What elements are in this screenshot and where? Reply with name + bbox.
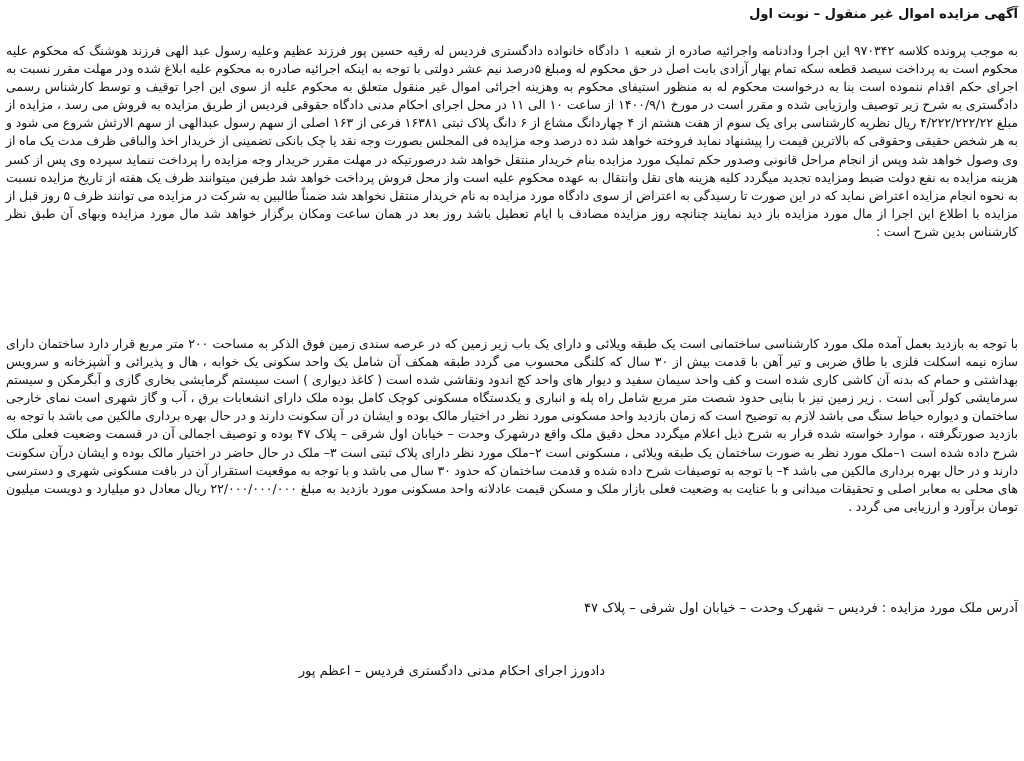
property-address: آدرس ملک مورد مزایده : فردیس – شهرک وحدت – خیابان اول شرقی – پلاک ۴۷ (584, 601, 1018, 616)
notice-title: آگهی مزایده اموال غیر منقول – نوبت اول (749, 7, 1018, 22)
signature-line: دادورز اجرای احکام مدنی دادگستری فردیس – اعظم پور (298, 664, 606, 679)
notice-paragraph-terms: به موجب پرونده کلاسه ۹۷۰۳۴۲ این اجرا ودادنامه واجرائیه صادره از شعبه ۱ دادگاه خانواده دادگستری فردیس له رقیه حسین پور فرزند عظیم وعلیه رسول عبد الهی فرزند هوشنگ که محکوم علیه محکوم است به پرداخت سیصد قطعه سکه تمام بهار آزادی بابت اصل در حق محکوم له ومبلغ ۵درصد نیم عشر دولتی با توجه به اینکه اجرائیه صادره به محکوم علیه ابلاغ شده ودر مهلت مقرر نسبت به اجرای حکم اقدام ننموده است بنا به درخواست محکوم له به منظور استیفای محکوم به وهزینه اجرائی اموال غیر منقول متعلق به محکوم علیه از سوی این اجرا توقیف و توسط کارشناس رسمی دادگستری به شرح زیر توصیف وارزیابی شده و مقرر است در مورخ ۱۴۰۰/۹/۱ از ساعت ۱۰ الی ۱۱ در محل اجرای احکام مدنی دادگاه حقوقی فردیس از طریق مزایده به فروش می رسد ، مزایده از مبلغ ۴/۲۲۲/۲۲۲/۲۲ ریال نظریه کارشناسی برای یک سوم از هفت هشتم از ۴ چهاردانگ مشاع از ۶ دانگ پلاک ثبتی ۱۶۳۸۱ فرعی از ۱۶۳ اصلی از سهم رسول عبدالهی از سهم الارثش شروع می شود و به هر شخص حقیقی وحقوقی که بالاترین قیمت را پیشنهاد نماید فروخته خواهد شد ده درصد وجه مزایده فی المجلس بصورت وجه نقد یا چک بانکی تضمینی از خریدار اخذ والباقی ظرف مدت یک ماه از وی وصول خواهد شد وپس از انجام مراحل قانونی وصدور حکم تملیک مورد مزایده بنام خریدار منتقل خواهد شد درصورتیکه در مهلت مقرر خریدار وجه مزایده را پرداخت ننماید سپرده وی پس از کسر هزینه مزایده به نفع دولت ضبط ومزایده تجدید میگردد کلیه هزینه های نقل وانتقال به عهده محکوم علیه است واز محل فروش پرداخت خواهد شد طرفین میتوانند ظرف یک هفته از تاریخ مزایده نسبت به نحوه انجام مزایده اعتراض نماید که در این صورت تا رسیدگی به اعتراض از سوی دادگاه مورد مزایده به نام خریدار منتقل نخواهد شد ضمناً طالبین به شرکت در مزایده می توانند ظرف ۵ روز قبل از مزایده با اطلاع این اجرا از مال مورد مزایده باز دید نمایند چنانچه روز مزایده مصادف با ایام تعطیل باشد روز بعد در همان ساعت ومکان برگزار خواهد شد مال مورد مزایده وبهای آن طبق نظر کارشناس بدین شرح است : (6, 43, 1018, 239)
notice-paragraph-property-description: با توجه به بازدید بعمل آمده ملک مورد کارشناسی ساختمانی است یک طبقه ویلائی و دارای یک باب زیر زمین که در عرصه سندی زمین فوق الذکر به مساحت ۲۰۰ متر مربع قرار دارد ساختمان دارای سازه نیمه اسکلت فلزی با طاق ضربی و تیر آهن با قدمت بیش از ۳۰ سال که کلنگی محسوب می گردد طبقه همکف آن شامل یک واحد سکونی یک خوابه ، هال و پذیرائی و آشپزخانه و سرویس بهداشتی و حمام که بدنه آن کاشی کاری شده است و کف واحد سیمان سفید و دیوار های واحد کچ اندود ونقاشی شده است ( کاغذ دیواری ) است سیستم گرمایشی بخاری گازی و آبگرمکن و سیستم سرمایشی کولر آبی است . زیر زمین نیز با بنایی حدود شصت متر مربع شامل راه پله و انباری و یکدستگاه مسکونی کوچک کامل بوده ملک دارای انشعابات برق ، آب و گاز شهری است نمای خارجی ساختمان و دیواره حیاط سنگ می باشد لازم به توضیح است که زمان بازدید واحد مسکونی مورد نظر در اختیار مالک بوده و ایشان در آن سکونت دارند و در حال بهره برداری مالکین می باشد با توجه به بازدید صورتگرفته ، موارد خواسته شده قرار به شرح ذیل اعلام میگردد محل دقیق ملک واقع درشهرک وحدت – خیابان اول شرقی – پلاک ۴۷ بوده و توصیف اجمالی آن در قسمت وضعیت فعلی ملک شرح داده شده است ۱–ملک مورد نظر به صورت ساختمان یک طبقه ویلائی ، مسکونی است ۲–ملک مورد نظر دارای پلاک ثبتی است ۳– ملک در حال حاضر در اختیار مالک بوده و ایشان درآن سکونت دارند و در حال بهره برداری مالکین می باشد ۴– با توجه به توصیفات شرح داده شده و قدمت ساختمان که حدود ۳۰ سال می باشد و با توجه به موقعیت استقرار آن در بافت مسکونی شهری و دسترسی های محلی به معابر اصلی و تحقیقات میدانی و با عنایت به وضعیت فعلی بازار ملک و مسکن قیمت عادلانه واحد مسکونی مورد بازدید به مبلغ ۲۲/۰۰۰/۰۰۰/۰۰۰ ریال معادل دو میلیارد و دویست میلیون تومان برآورد و ارزیابی می گردد . (6, 336, 1018, 514)
